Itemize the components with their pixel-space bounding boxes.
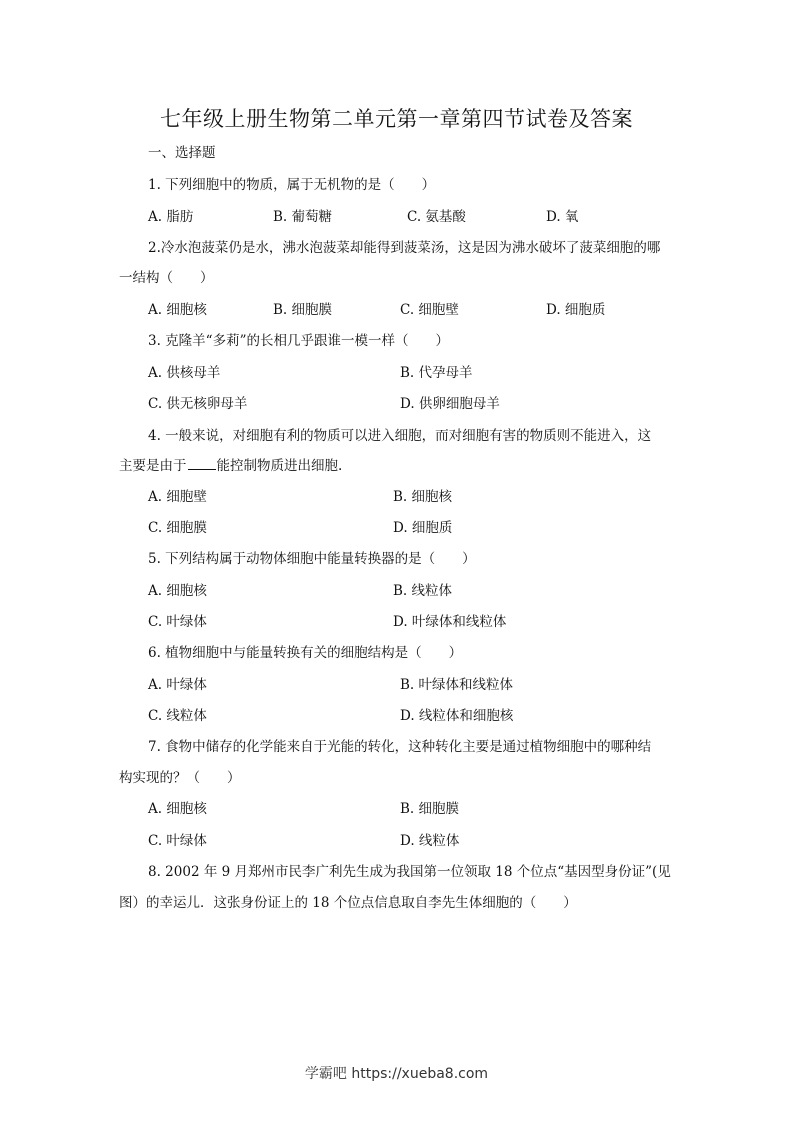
q4-option-b: B. 细胞核	[393, 489, 453, 505]
q5-option-c: C. 叶绿体	[148, 614, 207, 630]
q3-option-a: A. 供核母羊	[148, 365, 221, 381]
question-8-stem-line-1: 8. 2002 年 9 月郑州市民李广利先生成为我国第一位领取 18 个位点“基因型身份证”(见	[148, 864, 671, 880]
q1-option-d: D. 氧	[546, 209, 579, 225]
question-3-stem: 3. 克隆羊“多莉”的长相几乎跟谁一模一样（ ）	[148, 333, 449, 349]
question-4-stem-line-1: 4. 一般来说，对细胞有利的物质可以进入细胞，而对细胞有害的物质则不能进入，这	[148, 428, 652, 444]
q2-option-b: B. 细胞膜	[273, 302, 333, 318]
question-2-stem-line-1: 2.冷水泡菠菜仍是水，沸水泡菠菜却能得到菠菜汤，这是因为沸水破坏了菠菜细胞的哪	[148, 240, 661, 256]
q2-option-d: D. 细胞质	[546, 302, 606, 318]
q3-option-d: D. 供卵细胞母羊	[400, 396, 500, 412]
q4-stem-before-blank: 主要是由于	[119, 458, 187, 474]
q5-option-a: A. 细胞核	[148, 583, 207, 599]
q7-option-a: A. 细胞核	[148, 801, 207, 817]
q2-option-a: A. 细胞核	[148, 302, 207, 318]
q6-option-a: A. 叶绿体	[148, 677, 207, 693]
q6-option-c: C. 线粒体	[148, 708, 207, 724]
q7-option-b: B. 细胞膜	[400, 801, 460, 817]
q5-option-d: D. 叶绿体和线粒体	[393, 614, 507, 630]
q6-option-d: D. 线粒体和细胞核	[400, 708, 514, 724]
q7-option-c: C. 叶绿体	[148, 833, 207, 849]
q4-option-a: A. 细胞壁	[148, 489, 207, 505]
q6-option-b: B. 叶绿体和线粒体	[400, 677, 514, 693]
question-7-stem-line-1: 7. 食物中储存的化学能来自于光能的转化，这种转化主要是通过植物细胞中的哪种结	[148, 739, 652, 755]
q1-option-b: B. 葡萄糖	[273, 209, 333, 225]
q3-option-c: C. 供无核卵母羊	[148, 396, 248, 412]
q4-option-d: D. 细胞质	[393, 520, 453, 536]
q1-option-c: C. 氨基酸	[407, 209, 466, 225]
question-8-stem-line-2: 图）的幸运儿．这张身份证上的 18 个位点信息取自李先生体细胞的（ ）	[119, 895, 577, 911]
q4-stem-after-blank: 能控制物质进出细胞.	[216, 458, 343, 474]
section-heading: 一、选择题	[148, 145, 216, 161]
q1-option-a: A. 脂肪	[148, 209, 194, 225]
q4-option-c: C. 细胞膜	[148, 520, 207, 536]
q2-option-c: C. 细胞壁	[400, 302, 459, 318]
question-1-stem: 1. 下列细胞中的物质，属于无机物的是（ ）	[148, 177, 436, 193]
question-5-stem: 5. 下列结构属于动物体细胞中能量转换器的是（ ）	[148, 551, 476, 567]
page-title: 七年级上册生物第二单元第一章第四节试卷及答案	[160, 107, 633, 131]
footer-watermark: 学霸吧 https://xueba8.com	[304, 1066, 489, 1082]
question-6-stem: 6. 植物细胞中与能量转换有关的细胞结构是（ ）	[148, 645, 463, 661]
q3-option-b: B. 代孕母羊	[400, 365, 473, 381]
q5-option-b: B. 线粒体	[393, 583, 453, 599]
question-7-stem-line-2: 构实现的？（ ）	[119, 770, 241, 786]
question-2-stem-line-2: 一结构（ ）	[119, 270, 214, 286]
question-4-stem-line-2	[119, 454, 342, 474]
q7-option-d: D. 线粒体	[400, 833, 460, 849]
fill-blank	[188, 457, 216, 470]
